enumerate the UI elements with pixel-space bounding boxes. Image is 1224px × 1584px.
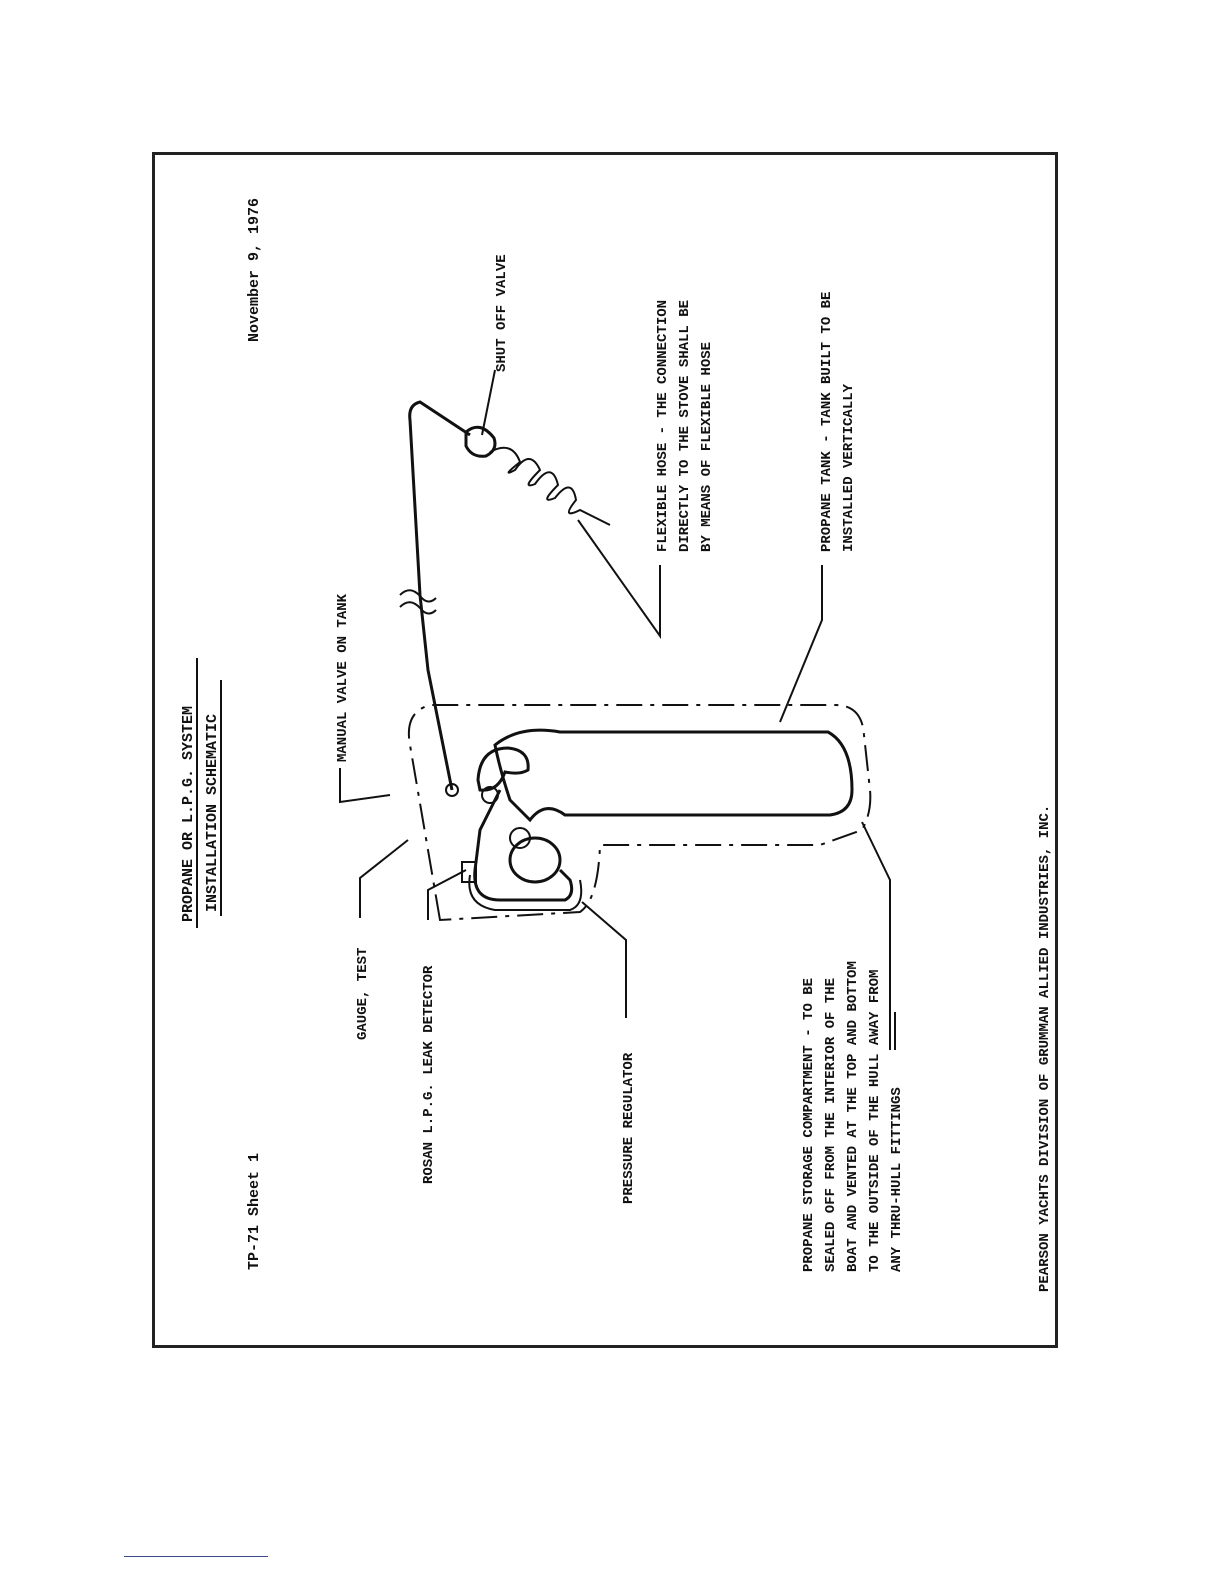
label-storage-1: PROPANE STORAGE COMPARTMENT - TO BE [801, 977, 817, 1272]
label-storage-5: ANY THRU-HULL FITTINGS [889, 1087, 905, 1272]
propane-tank-body [495, 730, 852, 820]
leader-shut-off-valve [482, 370, 495, 435]
pressure-regulator-shape [510, 838, 560, 882]
tank-to-regulator-pipe [475, 790, 572, 900]
supply-line-break-2 [400, 602, 436, 613]
label-storage-4: TO THE OUTSIDE OF THE HULL AWAY FROM [867, 969, 883, 1272]
leader-gauge-test [360, 840, 408, 918]
label-propane-tank-1: PROPANE TANK - TANK BUILT TO BE [819, 291, 835, 552]
label-flexible-hose-3: BY MEANS OF FLEXIBLE HOSE [699, 341, 715, 552]
label-storage-2: SEALED OFF FROM THE INTERIOR OF THE [823, 977, 839, 1272]
label-manual-valve: MANUAL VALVE ON TANK [335, 593, 351, 762]
leader-pressure-regulator [582, 902, 626, 1018]
sheet-id: TP-71 Sheet 1 [246, 1152, 263, 1270]
leader-leak-detector [428, 870, 466, 920]
label-propane-tank-2: INSTALLED VERTICALLY [841, 383, 857, 552]
label-flexible-hose-1: FLEXIBLE HOSE - THE CONNECTION [655, 299, 671, 552]
label-gauge-test: GAUGE, TEST [355, 947, 371, 1040]
label-shut-off-valve: SHUT OFF VALVE [494, 254, 510, 372]
manual-valve-shape [478, 748, 528, 790]
company-footer: PEARSON YACHTS DIVISION OF GRUMMAN ALLIED INDUSTRIES, INC. [1037, 804, 1053, 1292]
leader-flexible-hose [578, 520, 660, 636]
diagram-title-line1: PROPANE OR L.P.G. SYSTEM [180, 705, 197, 922]
label-storage-3: BOAT AND VENTED AT THE TOP AND BOTTOM [845, 961, 861, 1272]
label-flexible-hose-2: DIRECTLY TO THE STOVE SHALL BE [677, 299, 693, 552]
leader-manual-valve [340, 768, 390, 802]
footnote-rule [124, 1556, 268, 1557]
leader-propane-tank [780, 565, 822, 722]
flexible-hose-coil [490, 448, 610, 525]
label-pressure-regulator: PRESSURE REGULATOR [621, 1052, 637, 1204]
label-leak-detector: ROSAN L.P.G. LEAK DETECTOR [421, 965, 437, 1184]
diagram-title-line2: INSTALLATION SCHEMATIC [204, 713, 221, 912]
date-label: November 9, 1976 [246, 197, 263, 342]
supply-line-break-1 [400, 590, 436, 601]
